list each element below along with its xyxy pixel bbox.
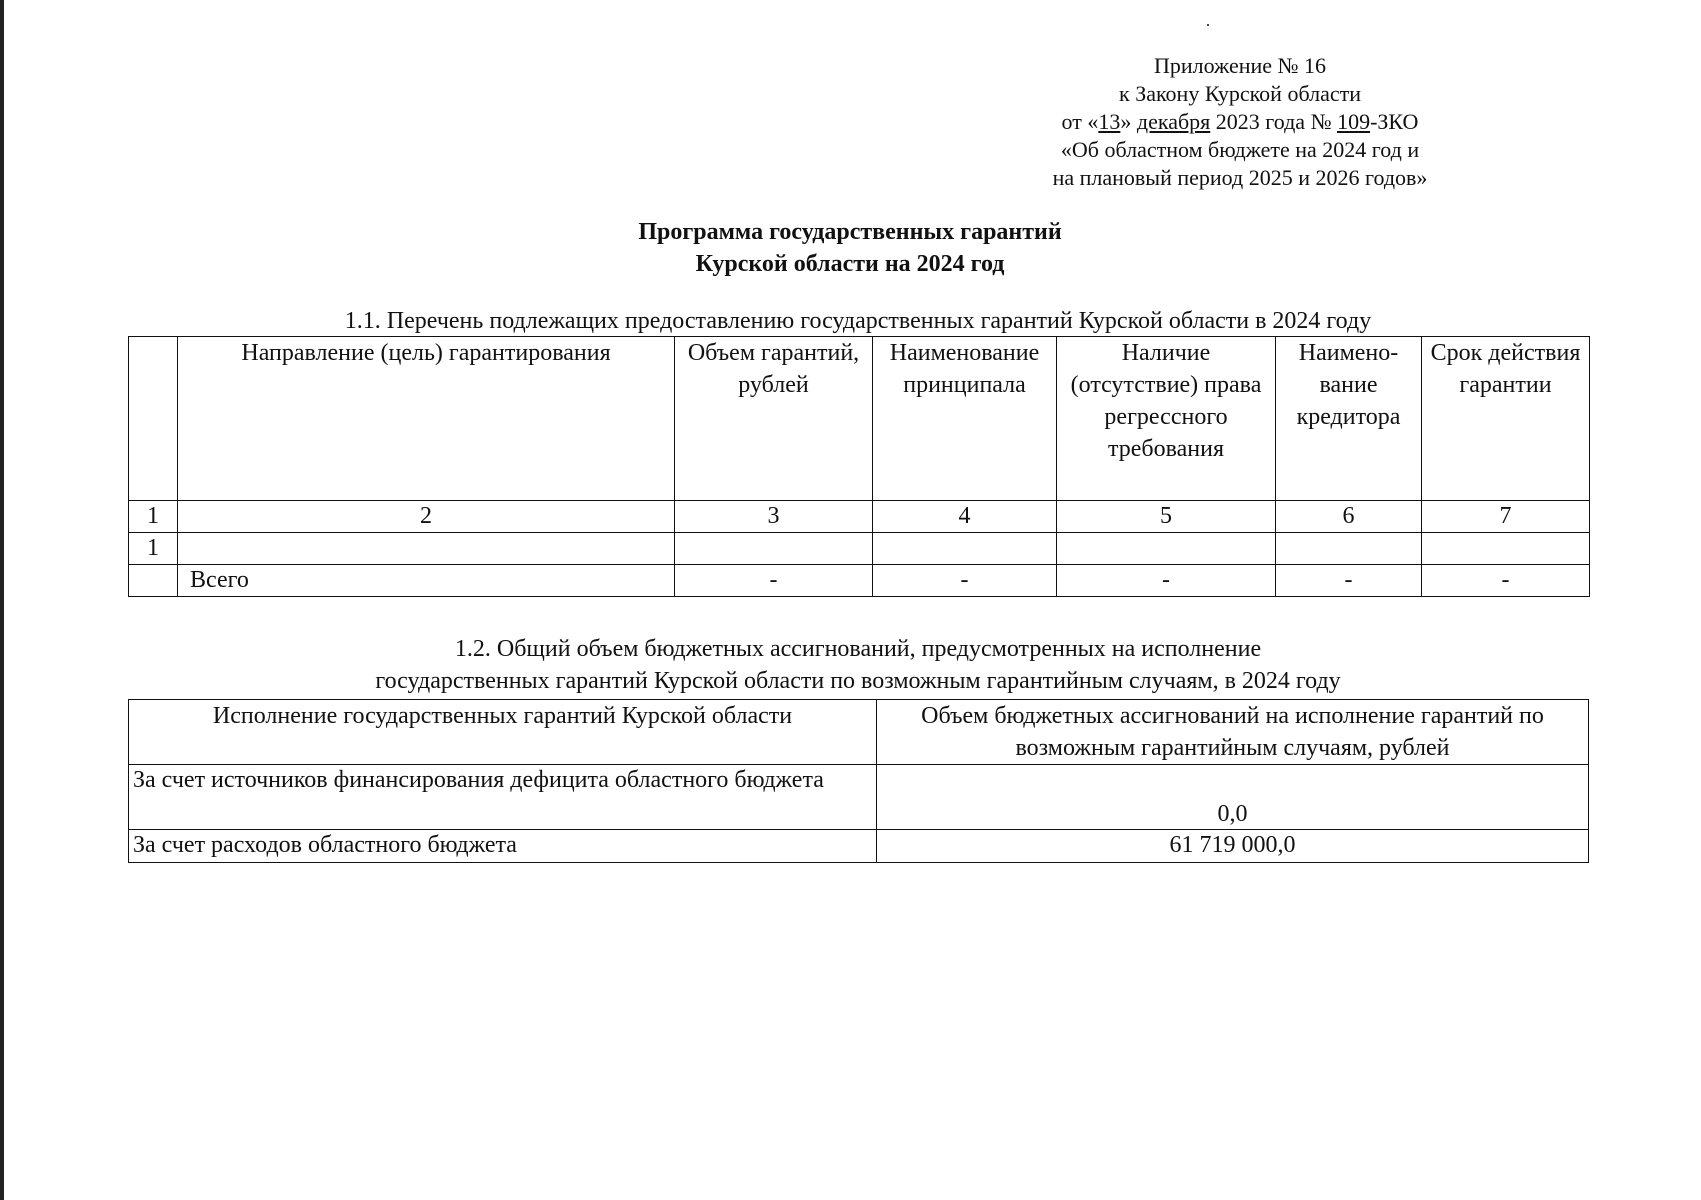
table-cell: - (1057, 565, 1276, 597)
law-day: 13 (1098, 109, 1121, 134)
total-row (129, 565, 1590, 597)
header-cell-execution: Исполнение государственных гарантий Курской области (129, 700, 877, 765)
header-cell-recourse: Наличие (отсутствие) права регрессного требования (1057, 337, 1276, 501)
table-cell (1422, 533, 1590, 565)
table-header-row (129, 337, 1590, 501)
column-number: 6 (1276, 501, 1422, 533)
column-number: 1 (129, 501, 178, 533)
appendix-law-date: от «13» декабря 2023 года № 109-ЗКО (1061, 109, 1419, 134)
appendix-law-ref: к Закону Курской области (1119, 81, 1361, 106)
guarantees-list-table (128, 336, 1590, 597)
section-2-caption-line-2: государственных гарантий Курской области по возможным гарантийным случаям, в 2024 году (375, 668, 1341, 694)
column-number: 4 (873, 501, 1057, 533)
table-cell (1057, 533, 1276, 565)
row-value: 61 719 000,0 (877, 830, 1589, 863)
section-1-caption: 1.1. Перечень подлежащих предоставлению государственных гарантий Курской области в 2024 году (344, 308, 1372, 334)
row-value: 0,0 (877, 765, 1589, 830)
title-line-1: Программа государственных гарантий (638, 219, 1062, 245)
header-cell-allocation-volume: Объем бюджетных ассигнований на исполнение гарантий по возможным гарантийным случаям, рублей (877, 700, 1589, 765)
column-number: 7 (1422, 501, 1590, 533)
column-number: 5 (1057, 501, 1276, 533)
table-cell: - (873, 565, 1057, 597)
table-row (129, 830, 1589, 863)
header-cell-creditor: Наимено-вание кредитора (1276, 337, 1422, 501)
table-row (129, 765, 1589, 830)
appendix-law-title-1: «Об областном бюджете на 2024 год и (1060, 137, 1420, 162)
title-line-2: Курской области на 2024 год (695, 251, 1005, 277)
table-cell (675, 533, 873, 565)
table-cell (873, 533, 1057, 565)
scan-edge (0, 0, 4, 1200)
table-cell (178, 533, 675, 565)
header-cell-term: Срок действия гарантии (1422, 337, 1590, 501)
allocations-table (128, 699, 1589, 863)
table-cell: 1 (129, 533, 178, 565)
law-number: 109 (1337, 109, 1371, 134)
table-cell: - (675, 565, 873, 597)
appendix-header (1000, 52, 1480, 192)
section-2-caption-line-1: 1.2. Общий объем бюджетных ассигнований, предусмотренных на исполнение (454, 636, 1262, 662)
appendix-number: Приложение № 16 (1153, 53, 1327, 78)
header-cell-index (129, 337, 178, 501)
table-cell: - (1276, 565, 1422, 597)
header-cell-volume: Объем гарантий, рублей (675, 337, 873, 501)
appendix-law-title-2: на плановый период 2025 и 2026 годов» (1052, 165, 1428, 190)
column-number: 3 (675, 501, 873, 533)
table-cell (1276, 533, 1422, 565)
table-cell: - (1422, 565, 1590, 597)
header-cell-direction: Направление (цель) гарантирования (178, 337, 675, 501)
law-month: декабря (1136, 109, 1211, 134)
table-cell (129, 565, 178, 597)
column-number: 2 (178, 501, 675, 533)
table-row (129, 533, 1590, 565)
row-label: За счет расходов областного бюджета (129, 830, 877, 863)
header-cell-principal: Наименование принципала (873, 337, 1057, 501)
total-label: Всего (178, 565, 675, 597)
scan-speck (1207, 24, 1209, 26)
row-label: За счет источников финансирования дефицита областного бюджета (129, 765, 877, 830)
section-2-caption (128, 633, 1588, 697)
table-header-row (129, 700, 1589, 765)
document-title (450, 216, 1250, 280)
column-number-row (129, 501, 1590, 533)
